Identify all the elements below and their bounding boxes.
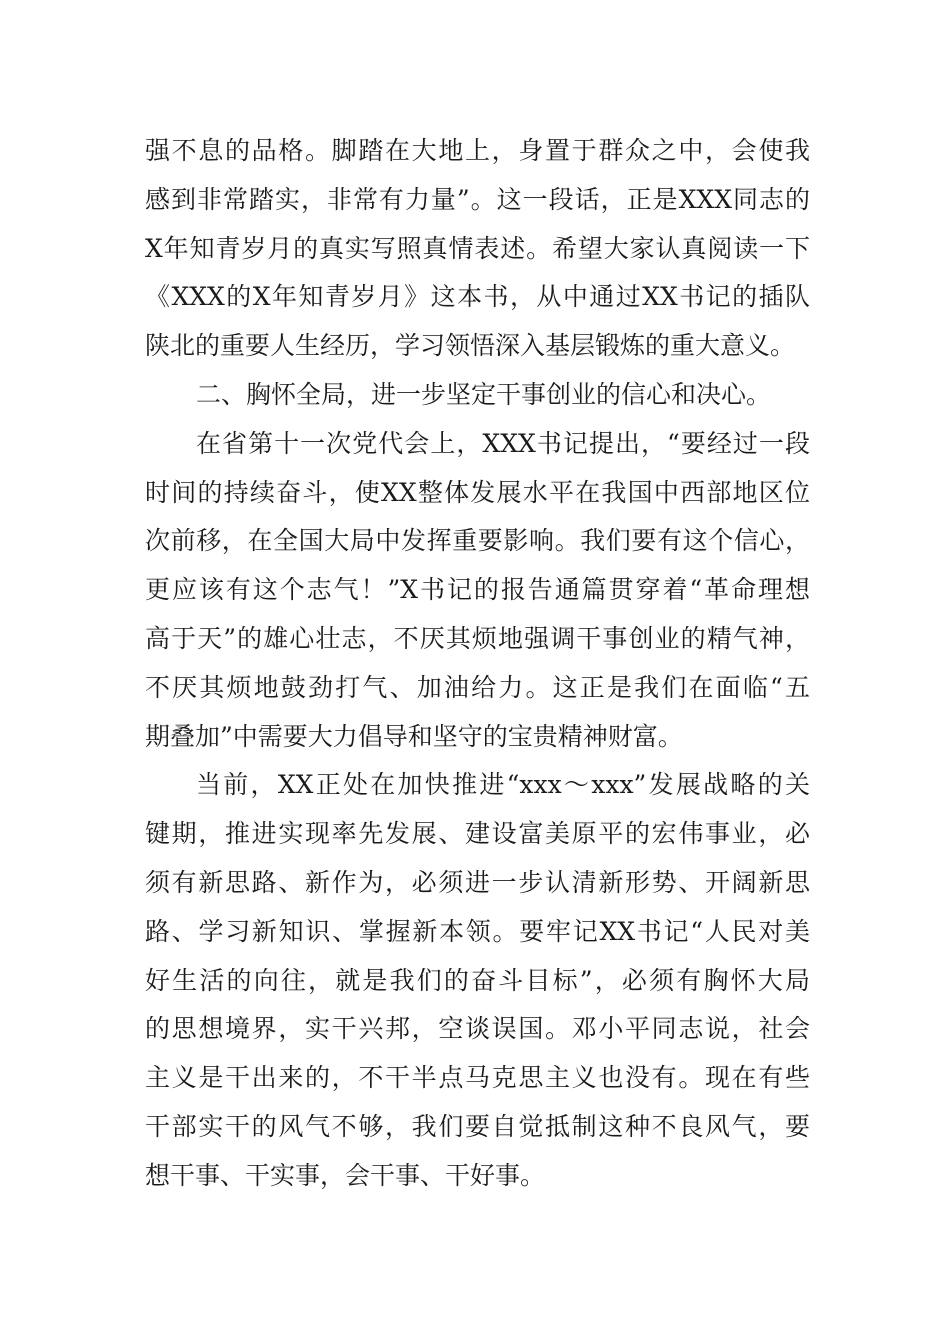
text-line: 键期，推进实现率先发展、建设富美原平的宏伟事业，必 [145,819,810,849]
section-heading: 二、胸怀全局，进一步坚定干事创业的信心和决心。 [196,379,772,409]
text-line: X年知青岁月的真实写照真情表述。希望大家认真阅读一下 [145,233,810,263]
text-line: 感到非常踏实，非常有力量”。这一段话，正是XXX同志的 [145,184,810,214]
text-line: 不厌其烦地鼓劲打气、加油给力。这正是我们在面临“五 [145,672,810,702]
text-line: 陕北的重要人生经历，学习领悟深入基层锻炼的重大意义。 [145,331,796,361]
text-line: 《XXX的X年知青岁月》这本书，从中通过XX书记的插队 [145,282,810,312]
text-line: 期叠加”中需要大力倡导和坚守的宝贵精神财富。 [145,721,683,751]
text-line: 想干事、干实事，会干事、干好事。 [145,1160,546,1190]
text-line: 当前，XX正处在加快推进“xxx～xxx”发展战略的关 [196,770,810,800]
text-line: 更应该有这个志气！”X书记的报告通篇贯穿着“革命理想 [145,575,810,605]
text-line: 强不息的品格。脚踏在大地上，身置于群众之中，会使我 [145,136,810,165]
body-text [145,127,810,1201]
text-line: 主义是干出来的，不干半点马克思主义也没有。现在有些 [145,1063,810,1093]
text-line: 时间的持续奋斗，使XX整体发展水平在我国中西部地区位 [145,477,810,507]
text-line: 路、学习新知识、掌握新本领。要牢记XX书记“人民对美 [145,916,810,946]
text-line: 须有新思路、新作为，必须进一步认清新形势、开阔新思 [145,867,810,897]
text-line: 的思想境界，实干兴邦，空谈误国。邓小平同志说，社会 [145,1014,810,1044]
text-line: 好生活的向往，就是我们的奋斗目标”，必须有胸怀大局 [145,965,810,995]
text-line: 高于天”的雄心壮志，不厌其烦地强调干事创业的精气神， [145,623,810,653]
text-line: 在省第十一次党代会上，XXX书记提出，“要经过一段 [196,428,810,458]
text-line: 次前移，在全国大局中发挥重要影响。我们要有这个信心， [145,526,810,556]
text-line: 干部实干的风气不够，我们要自觉抵制这种不良风气，要 [145,1111,810,1141]
